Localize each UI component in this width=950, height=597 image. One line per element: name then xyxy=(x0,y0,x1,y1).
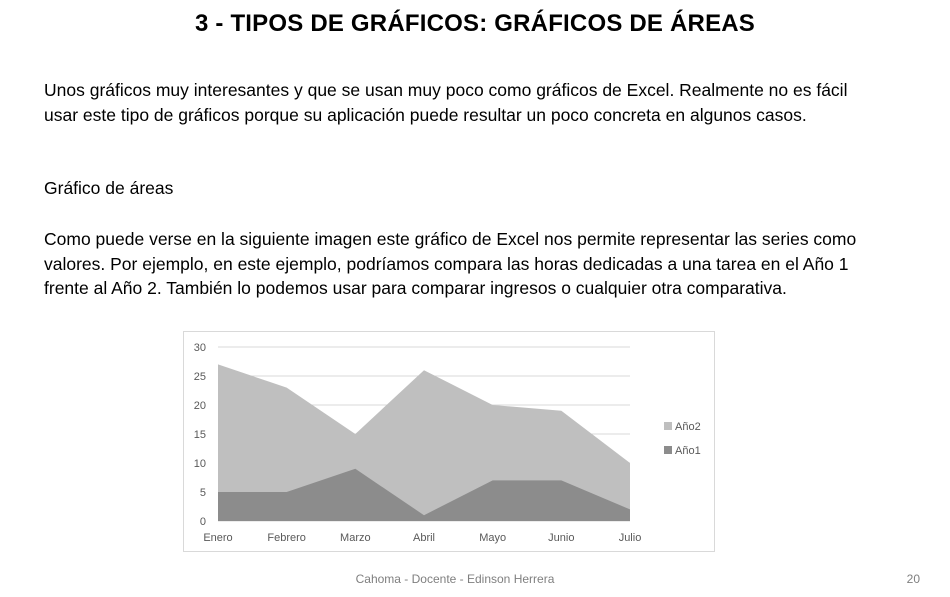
legend-swatch xyxy=(664,422,672,430)
x-tick-label: Abril xyxy=(412,532,436,544)
footer-text: Cahoma - Docente - Edinson Herrera xyxy=(355,572,555,586)
y-tick-label: 25 xyxy=(193,371,206,383)
legend-label: Año2 xyxy=(675,421,701,433)
x-tick-label: Junio xyxy=(548,532,575,544)
x-tick-label: Julio xyxy=(618,532,642,544)
x-tick-label: Febrero xyxy=(267,532,306,544)
section-heading: Gráfico de áreas xyxy=(44,178,174,198)
y-tick-label: 0 xyxy=(199,516,206,528)
area-chart-svg xyxy=(184,332,714,551)
legend-label: Año1 xyxy=(675,445,701,457)
x-tick-label: Enero xyxy=(203,532,233,544)
y-tick-label: 15 xyxy=(193,429,206,441)
y-tick-label: 20 xyxy=(193,400,206,412)
x-tick-label: Marzo xyxy=(340,532,371,544)
page-number: 20 xyxy=(906,572,920,586)
area-chart xyxy=(183,331,715,552)
y-tick-label: 10 xyxy=(193,458,206,470)
slide-title: 3 - TIPOS DE GRÁFICOS: GRÁFICOS DE ÁREAS xyxy=(194,10,756,37)
y-tick-label: 30 xyxy=(193,342,206,354)
description-paragraph: Como puede verse en la siguiente imagen este gráfico de Excel nos permite representar las series como valores. Por ejemplo, en este ejemplo, podríamos compara las horas dedicadas a una tarea en el Año 1 frente al Año 2. También lo podemos usar para comparar ingresos o cualquier otra comparativa. xyxy=(44,229,857,298)
y-tick-label: 5 xyxy=(199,487,206,499)
intro-paragraph: Unos gráficos muy interesantes y que se usan muy poco como gráficos de Excel. Realmente no es fácil usar este tipo de gráficos porque su aplicación puede resultar un poco concreta en algunos casos. xyxy=(44,80,848,125)
legend-swatch xyxy=(664,446,672,454)
x-tick-label: Mayo xyxy=(479,532,507,544)
